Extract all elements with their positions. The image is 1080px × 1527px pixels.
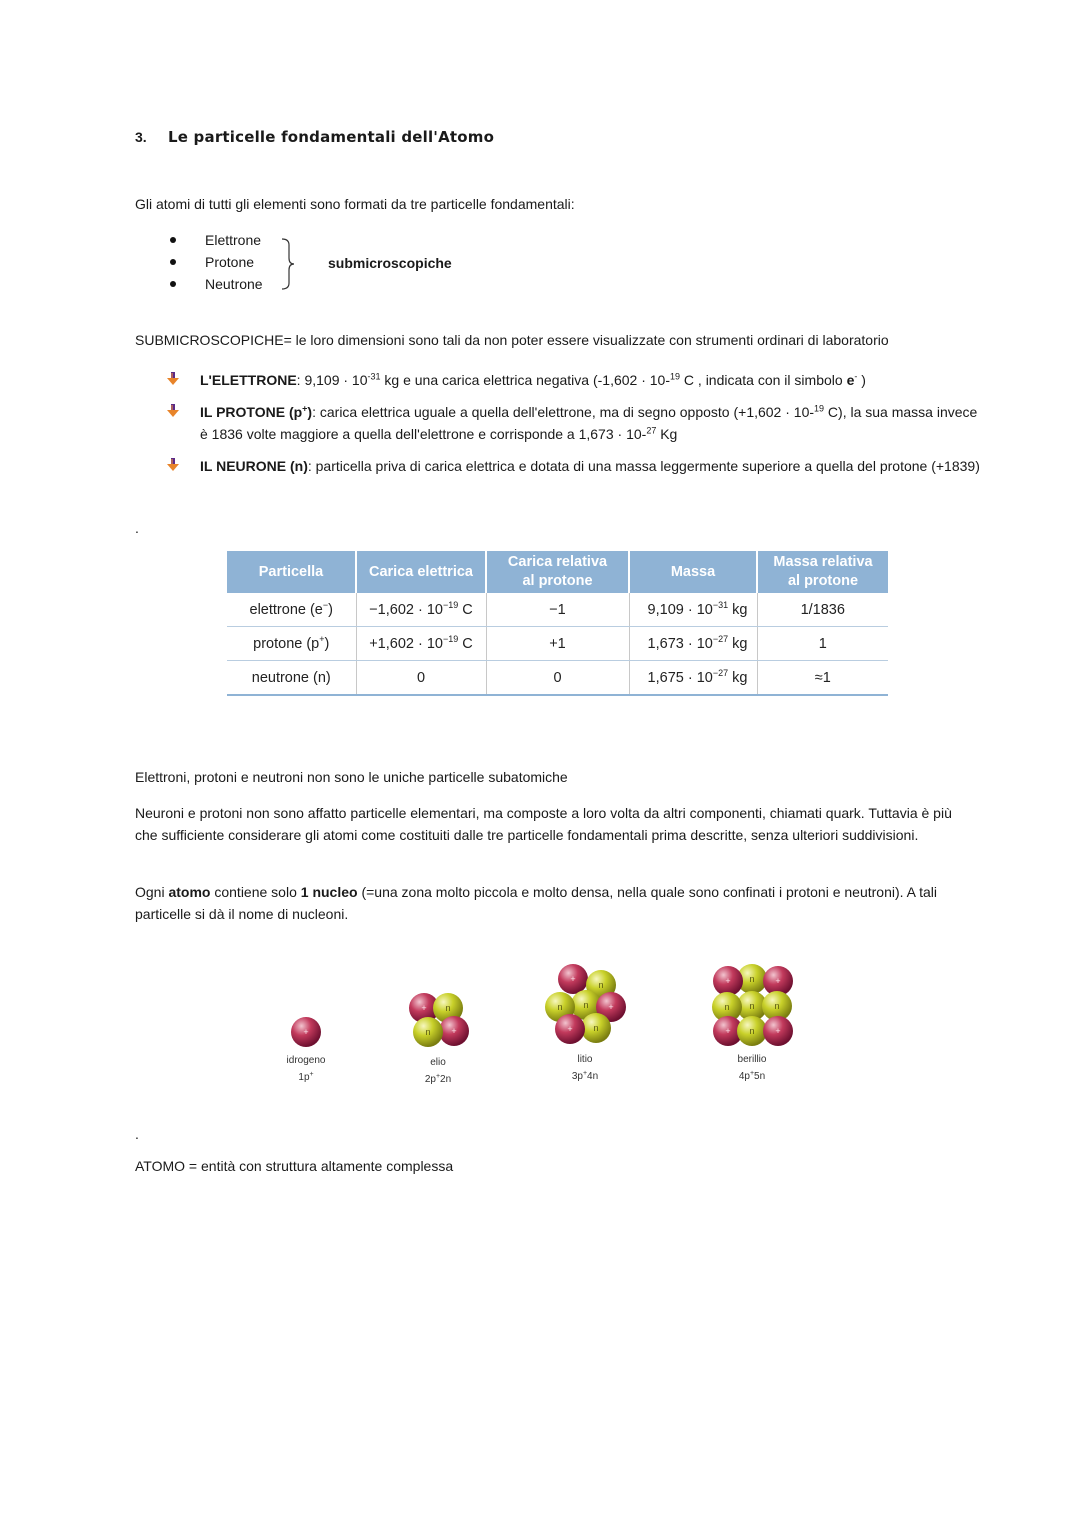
column-header: Carica elettrica <box>356 551 486 593</box>
neutron-symbol: n <box>724 1002 730 1012</box>
proton-symbol: + <box>725 1026 731 1036</box>
proton-symbol: + <box>775 976 781 986</box>
arrow-down-icon <box>166 404 180 418</box>
cell-mass: $1,673 \cdot 10^{-27}$ kg <box>629 627 757 661</box>
nucleus-name-label: berillio <box>737 1054 767 1065</box>
cell-mass: $1,675 \cdot 10^{-27}$ kg <box>629 661 757 696</box>
particles-table <box>227 551 888 696</box>
section-title: Le particelle fondamentali dell'Atomo <box>168 128 495 146</box>
proton-symbol: + <box>725 976 731 986</box>
item-text: : 9,109 · 10 <box>296 372 368 388</box>
nucleus-formula-label: 3p+4n <box>571 1070 599 1082</box>
proton-symbol: + <box>303 1027 309 1037</box>
neutron-symbol: n <box>593 1023 599 1033</box>
list-item-label: Neutrone <box>205 276 263 292</box>
column-header: Particella <box>227 551 356 593</box>
item-text: C), la sua massa invece è 1836 volte maggiore a quella dell'elettrone e corrisponde a 1,673 · 10- <box>200 404 978 442</box>
brace-icon <box>280 237 300 291</box>
neutron-symbol: n <box>774 1001 780 1011</box>
item-text: ) <box>857 372 866 388</box>
neutron-symbol: n <box>598 980 604 990</box>
proton-symbol: + <box>421 1003 427 1013</box>
column-header: Carica relativa al protone <box>486 551 629 593</box>
paragraph-quark: Neuroni e protoni non sono affatto particelle elementari, ma composte a loro volta da altri componenti, chiamati quark. Tuttavia è più che sufficiente considerare gli atomi come costituiti dalle tre particelle fondamentali prima descritte, senza ulteriori suddivisioni. <box>135 805 952 843</box>
cell-relative-charge: +1 <box>486 627 629 661</box>
intro-text: Gli atomi di tutti gli elementi sono formati da tre particelle fondamentali: <box>135 196 575 212</box>
table-row <box>227 627 888 661</box>
cell-relative-mass: 1 <box>757 627 888 661</box>
nucleus-name-label: litio <box>577 1054 593 1065</box>
cell-charge: 0 <box>356 661 486 696</box>
exponent: 27 <box>646 425 657 436</box>
brace-label: submicroscopiche <box>328 255 452 271</box>
table-row <box>227 661 888 696</box>
cell-mass: $9,109 \cdot 10^{-31}$ kg <box>629 593 757 627</box>
list-item-label: Protone <box>205 254 255 270</box>
item-text: Kg <box>656 426 678 442</box>
list-item <box>166 455 986 477</box>
nucleus-name-label: elio <box>430 1057 446 1068</box>
exponent: 19 <box>814 403 825 414</box>
list-item <box>166 369 986 391</box>
bullet-icon <box>170 237 176 243</box>
proton-symbol: + <box>775 1026 781 1036</box>
item-heading <box>200 404 312 420</box>
neutron-symbol: n <box>583 1000 589 1010</box>
exponent: - <box>854 371 858 382</box>
table-row <box>227 593 888 627</box>
item-text: : particella priva di carica elettrica e dotata di una massa leggermente superiore a quella del protone (+1839) <box>307 458 980 474</box>
neutron-symbol: n <box>425 1027 431 1037</box>
cell-relative-mass: 1/1836 <box>757 593 888 627</box>
nucleus-formula-label: 2p+2n <box>424 1073 452 1085</box>
exponent: -31 <box>367 371 381 382</box>
item-text: C , indicata con il simbolo <box>680 372 847 388</box>
neutron-symbol: n <box>749 1001 755 1011</box>
item-heading-text: IL PROTONE (p <box>200 404 303 420</box>
list-item <box>166 401 986 445</box>
list-item <box>166 273 263 295</box>
cell-particle: protone (p+) <box>227 627 356 661</box>
nucleus-name-label: idrogeno <box>286 1055 326 1066</box>
neutron-symbol: n <box>445 1003 451 1013</box>
particles-list <box>166 229 263 295</box>
nucleus-litio <box>545 964 626 1044</box>
arrow-down-icon <box>166 458 180 472</box>
cell-particle: neutrone (n) <box>227 661 356 696</box>
item-heading: IL NEURONE (n) <box>200 458 308 474</box>
paragraph-nucleus: Ogni atomo contiene solo 1 nucleo (=una zona molto piccola e molto densa, nella quale sono confinati i protoni e neutroni). A tali particelle si dà il nome di nucleoni. <box>135 884 937 922</box>
stray-dot: . <box>135 1126 139 1142</box>
exponent: 19 <box>670 371 681 382</box>
paragraph-subatomic: Elettroni, protoni e neutroni non sono le uniche particelle subatomiche <box>135 769 568 785</box>
proton-symbol: + <box>451 1026 457 1036</box>
particle-descriptions <box>166 369 986 487</box>
nucleus-elio <box>409 993 469 1047</box>
nucleus-idrogeno <box>291 1017 321 1047</box>
item-text: : carica elettrica uguale a quella dell'elettrone, ma di segno opposto (+1,602 · 10- <box>312 404 815 420</box>
proton-symbol: + <box>570 974 576 984</box>
list-item <box>166 229 263 251</box>
electron-symbol: e <box>846 372 855 388</box>
bullet-icon <box>170 281 176 287</box>
cell-relative-mass: ≈1 <box>757 661 888 696</box>
nuclei-illustration <box>270 955 830 1095</box>
stray-dot: . <box>135 520 139 536</box>
neutron-symbol: n <box>557 1002 563 1012</box>
cell-particle: elettrone (e−) <box>227 593 356 627</box>
atomo-definition: ATOMO = entità con struttura altamente complessa <box>135 1158 454 1174</box>
item-text: kg e una carica elettrica negativa (-1,602 · 10- <box>380 372 671 388</box>
arrow-down-icon <box>166 372 180 386</box>
list-item <box>166 251 263 273</box>
proton-symbol: + <box>567 1024 573 1034</box>
nucleus-formula-label: 1p+ <box>298 1071 314 1083</box>
cell-charge: $+1,602 \cdot 10^{-19}$ C <box>356 627 486 661</box>
cell-charge: $-1,602 \cdot 10^{-19}$ C <box>356 593 486 627</box>
table-header-row <box>227 551 888 593</box>
section-number: 3. <box>135 129 147 145</box>
cell-relative-charge: 0 <box>486 661 629 696</box>
item-heading-end: ) <box>307 404 313 420</box>
cell-relative-charge: −1 <box>486 593 629 627</box>
neutron-symbol: n <box>749 974 755 984</box>
neutron-symbol: n <box>749 1026 755 1036</box>
definition-text: SUBMICROSCOPICHE= le loro dimensioni sono tali da non poter essere visualizzate con strumenti ordinari di laboratorio <box>135 332 889 348</box>
proton-symbol: + <box>608 1002 614 1012</box>
nucleus-berillio <box>712 964 793 1046</box>
column-header: Massa <box>629 551 757 593</box>
nucleus-formula-label: 4p+5n <box>738 1070 766 1082</box>
list-item-label: Elettrone <box>205 232 262 248</box>
exponent: + <box>302 403 308 414</box>
item-heading: L'ELETTRONE <box>200 372 297 388</box>
bullet-icon <box>170 259 176 265</box>
column-header: Massa relativa al protone <box>757 551 888 593</box>
